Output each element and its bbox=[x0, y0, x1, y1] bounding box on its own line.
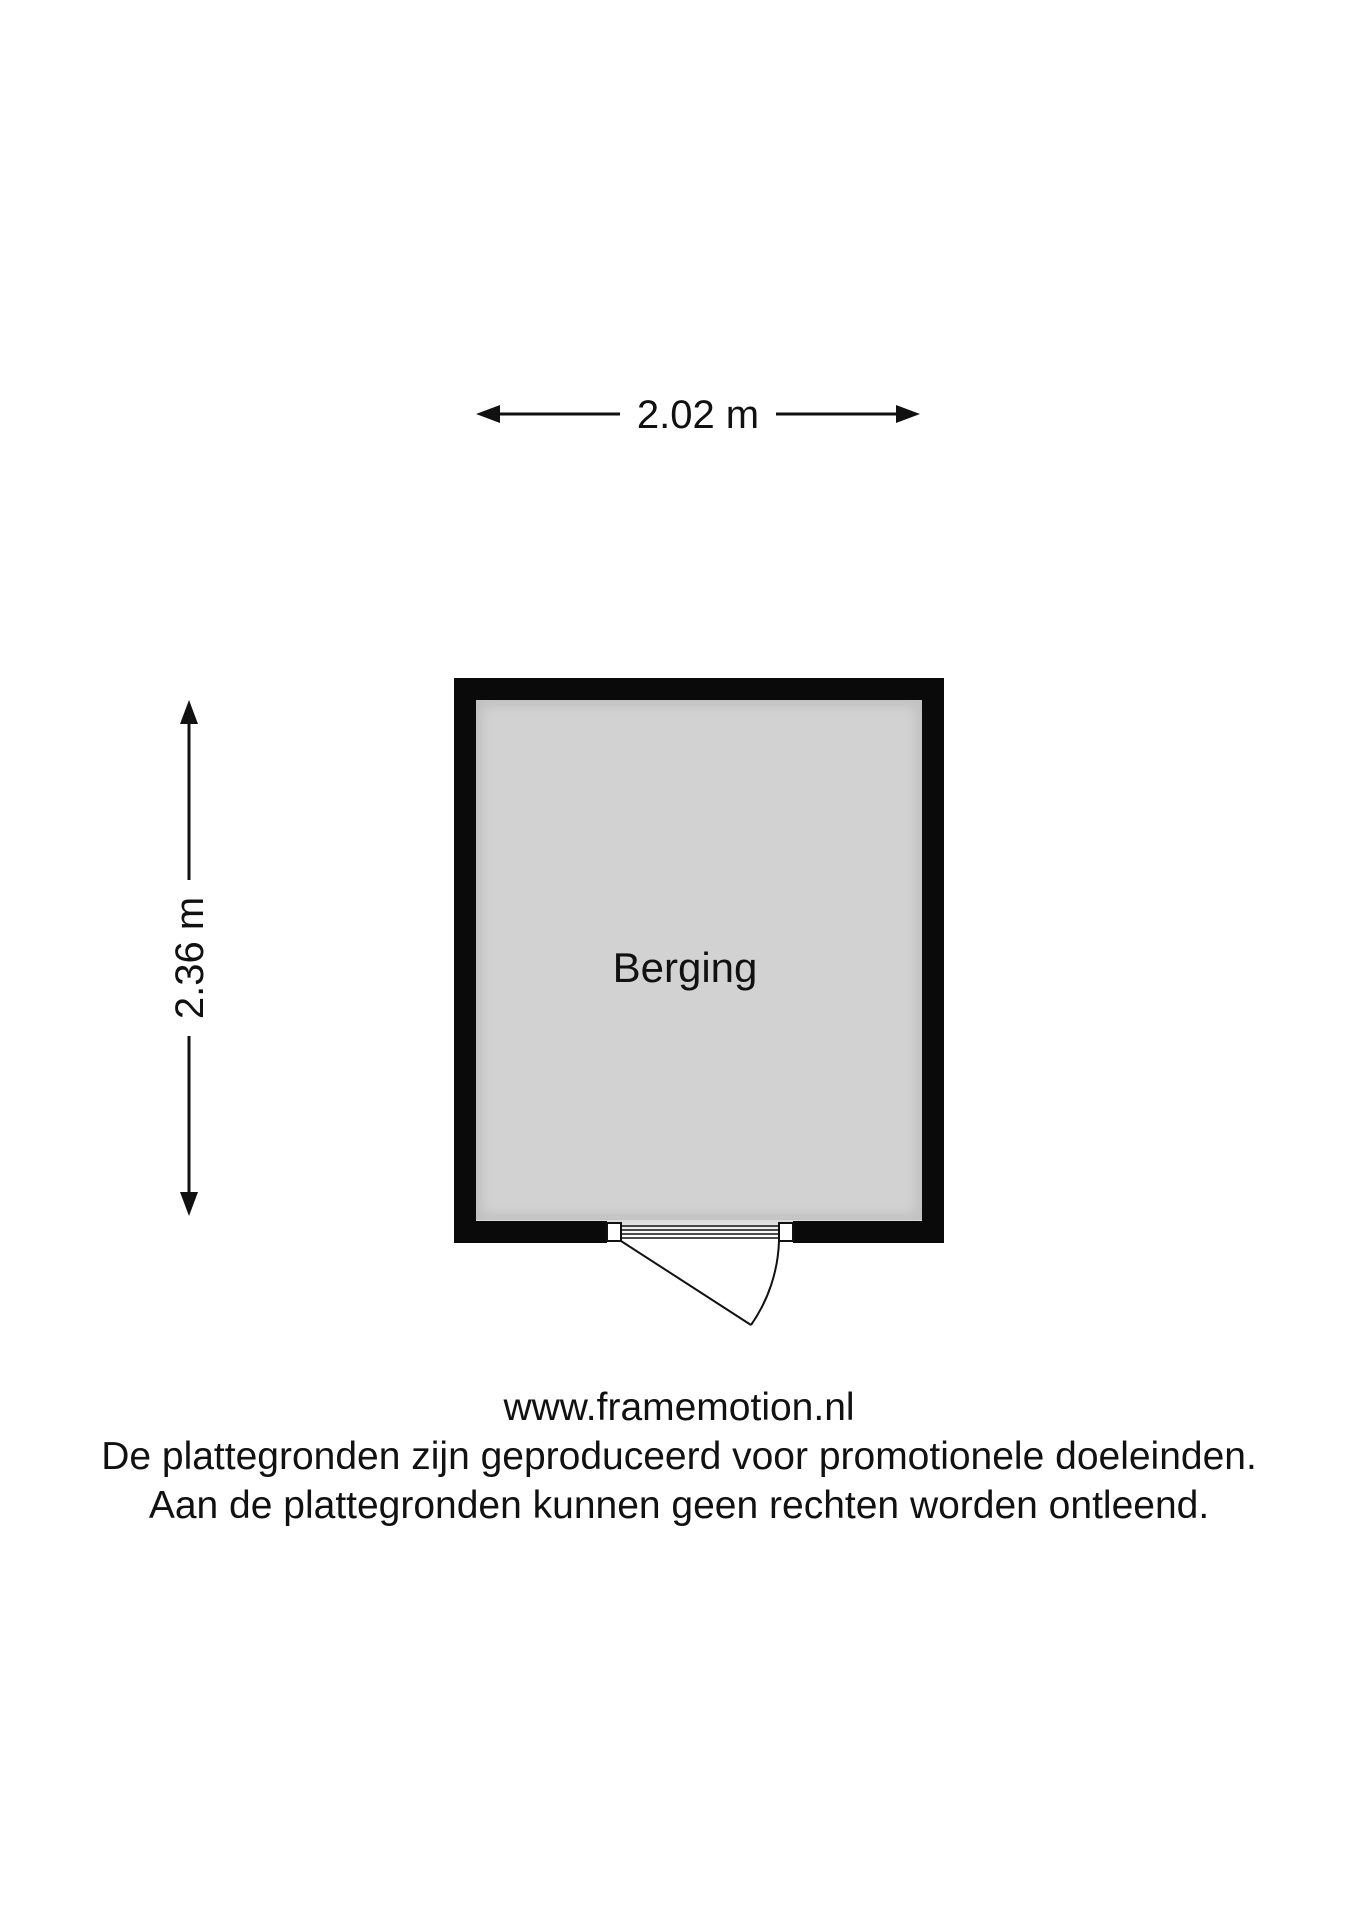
wall-bottom-right bbox=[793, 1221, 944, 1243]
room-berging bbox=[454, 678, 944, 1325]
door-jamb-right bbox=[779, 1223, 793, 1241]
depth-label: 2.36 m bbox=[168, 896, 212, 1020]
wall-top bbox=[454, 678, 944, 700]
width-label: 2.02 m bbox=[636, 393, 760, 437]
footer-url: www.framemotion.nl bbox=[503, 1386, 855, 1429]
arrow-up-icon bbox=[180, 700, 198, 724]
arrow-right-icon bbox=[896, 405, 920, 423]
room-name: Berging bbox=[612, 944, 758, 991]
depth-dimension bbox=[168, 700, 212, 1216]
door-jamb-left bbox=[607, 1223, 621, 1241]
arrow-left-icon bbox=[476, 405, 500, 423]
arrow-down-icon bbox=[180, 1192, 198, 1216]
door-threshold bbox=[621, 1226, 779, 1238]
footer-disclaimer-2: Aan de plattegronden kunnen geen rechten worden ontleend. bbox=[148, 1484, 1210, 1527]
wall-left bbox=[454, 678, 476, 1243]
door-swing-icon bbox=[621, 1241, 779, 1325]
width-dimension bbox=[476, 393, 920, 437]
wall-right bbox=[922, 678, 944, 1243]
wall-bottom-left bbox=[454, 1221, 607, 1243]
footer-disclaimer-1: De plattegronden zijn geproduceerd voor promotionele doeleinden. bbox=[101, 1435, 1257, 1478]
